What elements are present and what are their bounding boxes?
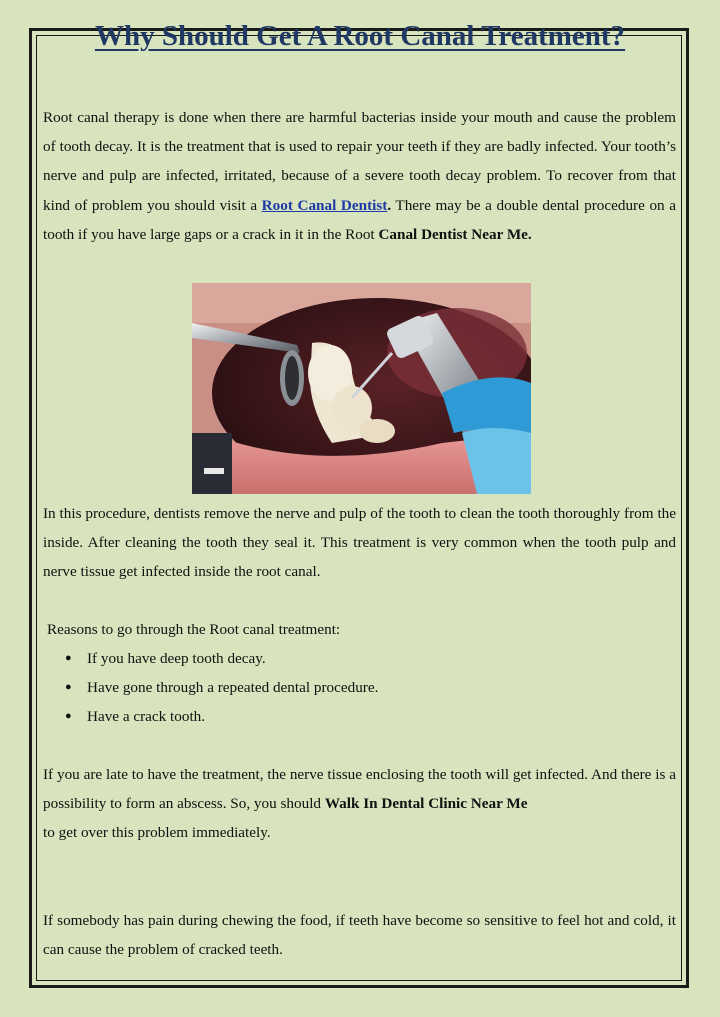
list-item: [43, 673, 676, 702]
late-treatment-paragraph: [43, 760, 676, 848]
bullet-icon: ●: [65, 710, 72, 723]
reasons-heading-text: Reasons to go through the Root canal treatment:: [47, 621, 341, 638]
root-canal-dentist-link[interactable]: Root Canal Dentist: [261, 196, 388, 214]
late-text: If you are late to have the treatment, the nerve tissue enclosing the tooth will get infected. And there is a possibility to form an abscess. So, you should: [43, 766, 676, 813]
page-title: Why Should Get A Root Canal Treatment?: [94, 20, 626, 52]
intro-bold: Canal Dentist Near Me.: [378, 225, 532, 243]
bullet-icon: ●: [65, 681, 72, 694]
intro-period: .: [387, 196, 392, 214]
list-item-text: Have a crack tooth.: [87, 708, 206, 726]
late-text-2: to get over this problem immediately.: [43, 824, 271, 842]
walk-in-clinic-bold: Walk In Dental Clinic Near Me: [324, 795, 528, 813]
pain-paragraph: If somebody has pain during chewing the food, if teeth have become so sensitive to feel hot and cold, it can cause the problem of cracked teeth.: [43, 912, 676, 959]
list-item-text: If you have deep tooth decay.: [87, 650, 266, 667]
intro-text-2: There may be a double dental procedure on a tooth if you have large gaps or a crack in it in the Root: [43, 196, 676, 243]
list-item-text: Have gone through a repeated dental procedure.: [87, 679, 379, 697]
dental-procedure-photo: [192, 283, 531, 494]
intro-paragraph: [43, 103, 676, 249]
bullet-icon: ●: [65, 652, 72, 664]
reasons-list: [43, 644, 676, 732]
intro-text: Root canal therapy is done when there are harmful bacterias inside your mouth and cause the problem of tooth decay. It is the treatment that is used to repair your teeth if they are badly infected. Your tooth’s nerve and pulp are infected, irritated, because of a severe tooth decay problem. To recover from that kind of problem you should visit a: [43, 109, 676, 214]
list-item: [43, 702, 676, 731]
reasons-heading: [43, 615, 676, 644]
procedure-paragraph: In this procedure, dentists remove the nerve and pulp of the tooth to clean the tooth thoroughly from the inside. After cleaning the tooth they seal it. This treatment is very common when the tooth pulp and nerve tissue get infected inside the root canal.: [43, 505, 676, 581]
list-item: [43, 644, 676, 673]
